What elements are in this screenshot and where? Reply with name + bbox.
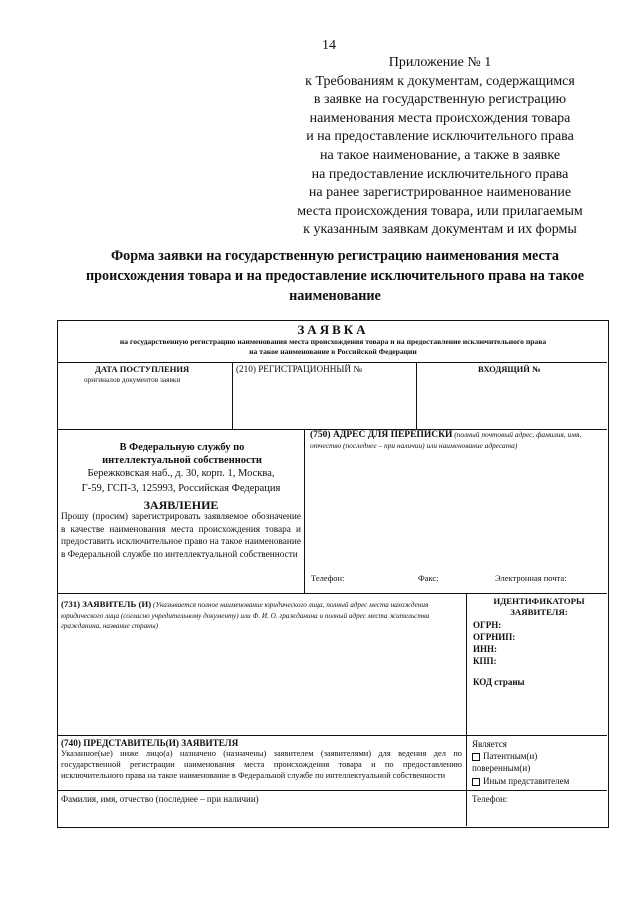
appendix-line: на предоставление исключительного права (311, 166, 569, 182)
option-label: Патентным(и) (483, 751, 538, 762)
appendix-heading (270, 54, 610, 240)
applicant-field[interactable] (60, 640, 464, 730)
appendix-line: на такое наименование, а также в заявке (319, 147, 561, 163)
appendix-line: к указанным заявкам документам и их формы (303, 222, 577, 238)
divider (58, 790, 607, 791)
correspondence-address-field[interactable] (310, 455, 604, 567)
appendix-line: к Требованиям к документам, содержащимся (305, 73, 575, 89)
correspondence-code-title: (750) АДРЕС ДЛЯ ПЕРЕПИСКИ (310, 430, 453, 440)
recipient-line: В Федеральную службу по (119, 442, 245, 453)
representative-fio-field[interactable] (60, 806, 464, 826)
representative-text: Указанное(ые) ниже лицо(а) назначено (назначены) заявителем (заявителями) для ведения дел по государственной регистрации наименования места происхождения товара и по предоставлению исключительного права на такое наименование в Федеральной службе по интеллектуальной собственности (61, 749, 462, 780)
inn-label: ИНН: (473, 644, 497, 654)
identifiers-title-line: ИДЕНТИФИКАТОРЫ (493, 596, 585, 606)
representative-fio-label: Фамилия, имя, отчество (последнее – при наличии) (61, 794, 259, 804)
form-title-line: Форма заявки на государственную регистрацию наименования места (111, 248, 559, 264)
email-label: Электронная почта: (495, 573, 567, 583)
appendix-line: наименования места происхождения товара (309, 110, 571, 126)
applicant-code-title: (731) ЗАЯВИТЕЛЬ (И) (61, 599, 152, 609)
form-header-title: ЗАЯВКА (297, 322, 369, 337)
appendix-line: на ранее зарегистрированное наименование (308, 185, 572, 201)
appendix-line: места происхождения товара, или прилагаемым (297, 203, 583, 219)
appendix-line: Приложение № 1 (388, 55, 492, 70)
form-title-line: наименование (289, 288, 381, 304)
divider (416, 362, 417, 429)
subtitle-line: на такое наименование в Российской Федерации (249, 347, 417, 356)
divider (58, 735, 607, 736)
form-header-subtitle (60, 337, 606, 357)
divider (58, 593, 607, 594)
other-representative-option[interactable] (472, 775, 608, 787)
address-line: Г-59, ГСП-3, 125993, Российская Федерация (81, 482, 281, 494)
phone-label: Телефон: (311, 573, 345, 583)
form-title-line: происхождения товара и на предоставление исключительного права на такое (85, 268, 584, 284)
country-code-label: КОД страны (473, 677, 525, 687)
recipient-name (64, 441, 300, 467)
receipt-date-note: оригиналов документов заявки (84, 375, 181, 384)
recipient-line: интеллектуальной собственности (102, 455, 262, 466)
ogrn-label: ОГРН: (473, 620, 502, 630)
option-label: Иным представителем (483, 775, 570, 786)
correspondence-address-title (310, 430, 606, 451)
form-title (40, 246, 630, 306)
divider (304, 429, 305, 593)
applicant-section (61, 599, 461, 632)
page-number: 14 (322, 38, 336, 53)
divider (466, 593, 467, 826)
appendix-line: и на предоставление исключительного права (306, 129, 574, 145)
checkbox-icon[interactable] (472, 753, 480, 761)
identifiers-title-line: ЗАЯВИТЕЛЯ: (510, 607, 568, 617)
kpp-label: КПП: (473, 656, 497, 666)
incoming-number-label: ВХОДЯЩИЙ № (478, 364, 541, 374)
reg-number-field[interactable] (240, 380, 410, 420)
incoming-number-field[interactable] (420, 380, 600, 420)
recipient-address (60, 467, 302, 496)
fax-label: Факс: (418, 573, 439, 583)
subtitle-line: на государственную регистрацию наименования места происхождения товара и на предоставление исключительного права (119, 337, 547, 346)
reg-number-label: (210) РЕГИСТРАЦИОННЫЙ № (236, 364, 363, 374)
checkbox-icon[interactable] (472, 778, 480, 786)
correspondence-note: (полный почтовый адрес, фамилия, имя, отчество (последнее – при наличии) или наименование адресата) (310, 430, 582, 450)
ogrnip-label: ОГРНИП: (473, 632, 516, 642)
applicant-note: (Указывается полное наименование юридического лица, полный адрес места нахождения юридического лица (согласно учредительному документу) или Ф. И. О. гражданина и полный адрес места жительства гражданина, название страны) (61, 601, 430, 631)
appendix-line: в заявке на государственную регистрацию (313, 92, 567, 108)
statement-title: ЗАЯВЛЕНИЕ (143, 498, 219, 512)
representative-status (472, 738, 608, 787)
receipt-date-field[interactable] (176, 380, 236, 420)
patent-attorney-option[interactable] (472, 750, 608, 762)
patent-attorney-option-cont: поверенным(и) (472, 763, 531, 774)
statement-text: Прошу (просим) зарегистрировать заявляемое обозначение в качестве наименования места происхождения товара и предоставить исключительное право на такое наименование в Федеральной службе по интеллектуальной собственности (61, 512, 301, 560)
representative-title: (740) ПРЕДСТАВИТЕЛЬ(И) ЗАЯВИТЕЛЯ (61, 738, 239, 748)
representative-phone-label: Телефон: (472, 794, 508, 804)
address-line: Бережковская наб., д. 30, корп. 1, Москва, (87, 468, 275, 479)
status-title: Является (472, 739, 507, 749)
divider (58, 362, 607, 363)
receipt-date-label: ДАТА ПОСТУПЛЕНИЯ (95, 364, 190, 374)
representative-phone-field[interactable] (468, 806, 606, 826)
applicant-identifiers-title (470, 596, 608, 618)
